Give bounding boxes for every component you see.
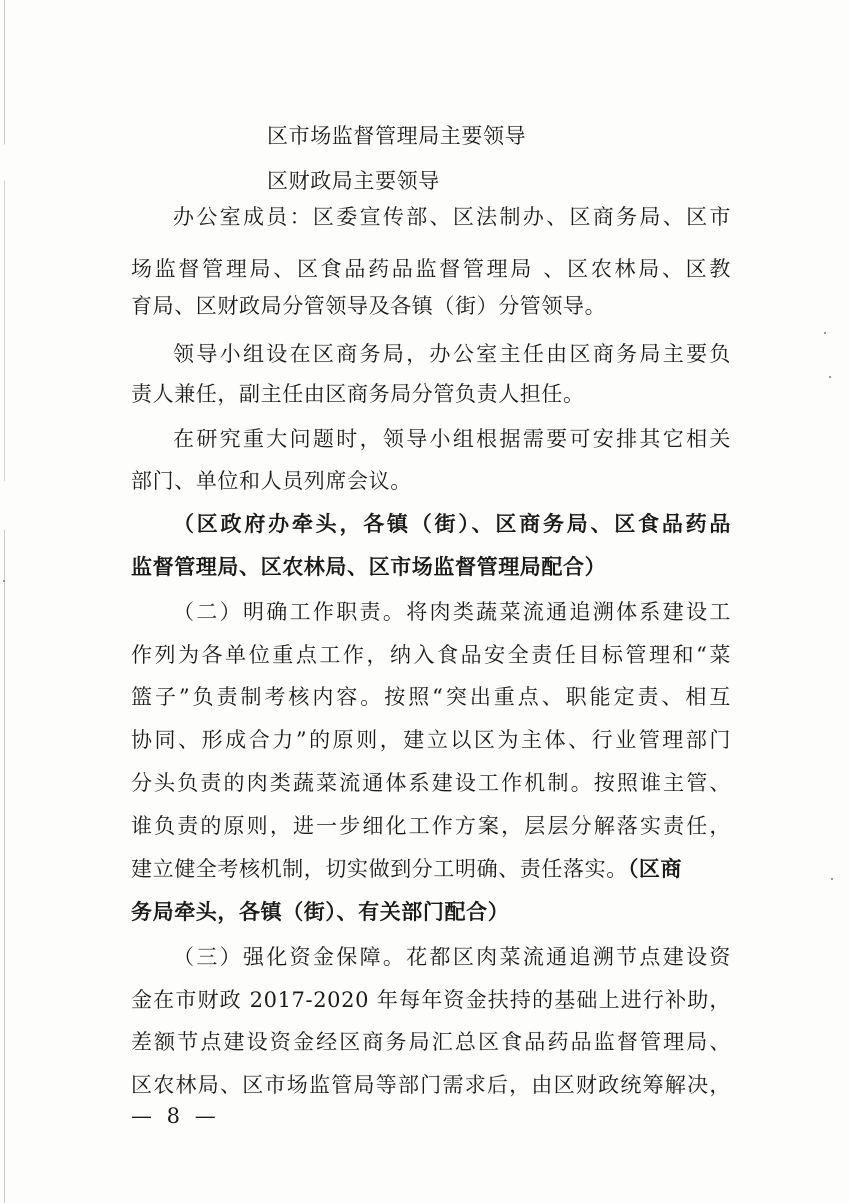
paragraph-line: 在研究重大问题时，领导小组根据需要可安排其它相关 xyxy=(173,427,731,451)
paragraph-line: 篮子”负责制考核内容。按照“突出重点、职能定责、相互 xyxy=(131,685,731,709)
scan-speck xyxy=(824,332,826,334)
paragraph-line: 办公室成员：区委宣传部、区法制办、区商务局、区市 xyxy=(173,205,731,229)
paragraph-line: 差额节点建设资金经区商务局汇总区食品药品监督管理局、 xyxy=(131,1030,731,1054)
leader-line-2: 区财政局主要领导 xyxy=(267,169,440,193)
paragraph-line: （二）明确工作职责。将肉类蔬菜流通追溯体系建设工 xyxy=(173,600,731,624)
paragraph-line: 协同、形成合力”的原则，建立以区为主体、行业管理部门 xyxy=(131,728,731,752)
paragraph-line: 金在市财政 2017-2020 年每年资金扶持的基础上进行补助， xyxy=(131,988,731,1012)
paragraph-line: 分头负责的肉类蔬菜流通体系建设工作机制。按照谁主管、 xyxy=(131,771,731,795)
paragraph-line xyxy=(131,854,731,884)
text-segment: 建立健全考核机制，切实做到分工明确、责任落实。 xyxy=(131,857,628,881)
paragraph-line: 责人兼任，副主任由区商务局分管负责人担任。 xyxy=(131,382,585,406)
bold-line: （区政府办牵头，各镇（街）、区商务局、区食品药品 xyxy=(173,511,731,536)
paragraph-line: 领导小组设在区商务局，办公室主任由区商务局主要负 xyxy=(173,342,731,366)
leader-line-1: 区市场监督管理局主要领导 xyxy=(267,124,527,148)
paragraph-line: 作列为各单位重点工作，纳入食品安全责任目标管理和“菜 xyxy=(131,643,731,667)
paragraph-line: 场监督管理局、区食品药品监督管理局 、区农林局、区教 xyxy=(131,257,731,281)
page-number: — 8 — xyxy=(131,1104,220,1128)
bold-text-segment: （区商 xyxy=(627,856,683,881)
bold-line: 监督管理局、区农林局、区市场监督管理局配合） xyxy=(131,554,607,579)
paragraph-line: 部门、单位和人员列席会议。 xyxy=(131,469,412,493)
bold-line: 务局牵头，各镇（街）、有关部门配合） xyxy=(131,899,510,924)
paragraph-line: 育局、区财政局分管领导及各镇（街）分管领导。 xyxy=(131,294,607,318)
scan-speck xyxy=(3,580,5,582)
scan-speck xyxy=(831,878,833,880)
paragraph-line: （三）强化资金保障。花都区肉菜流通追溯节点建设资 xyxy=(173,945,731,969)
paragraph-line: 谁负责的原则，进一步细化工作方案，层层分解落实责任， xyxy=(131,814,731,838)
scan-speck xyxy=(829,376,831,378)
scan-edge xyxy=(4,0,5,1203)
paragraph-line: 区农林局、区市场监管局等部门需求后，由区财政统筹解决， xyxy=(131,1073,731,1097)
